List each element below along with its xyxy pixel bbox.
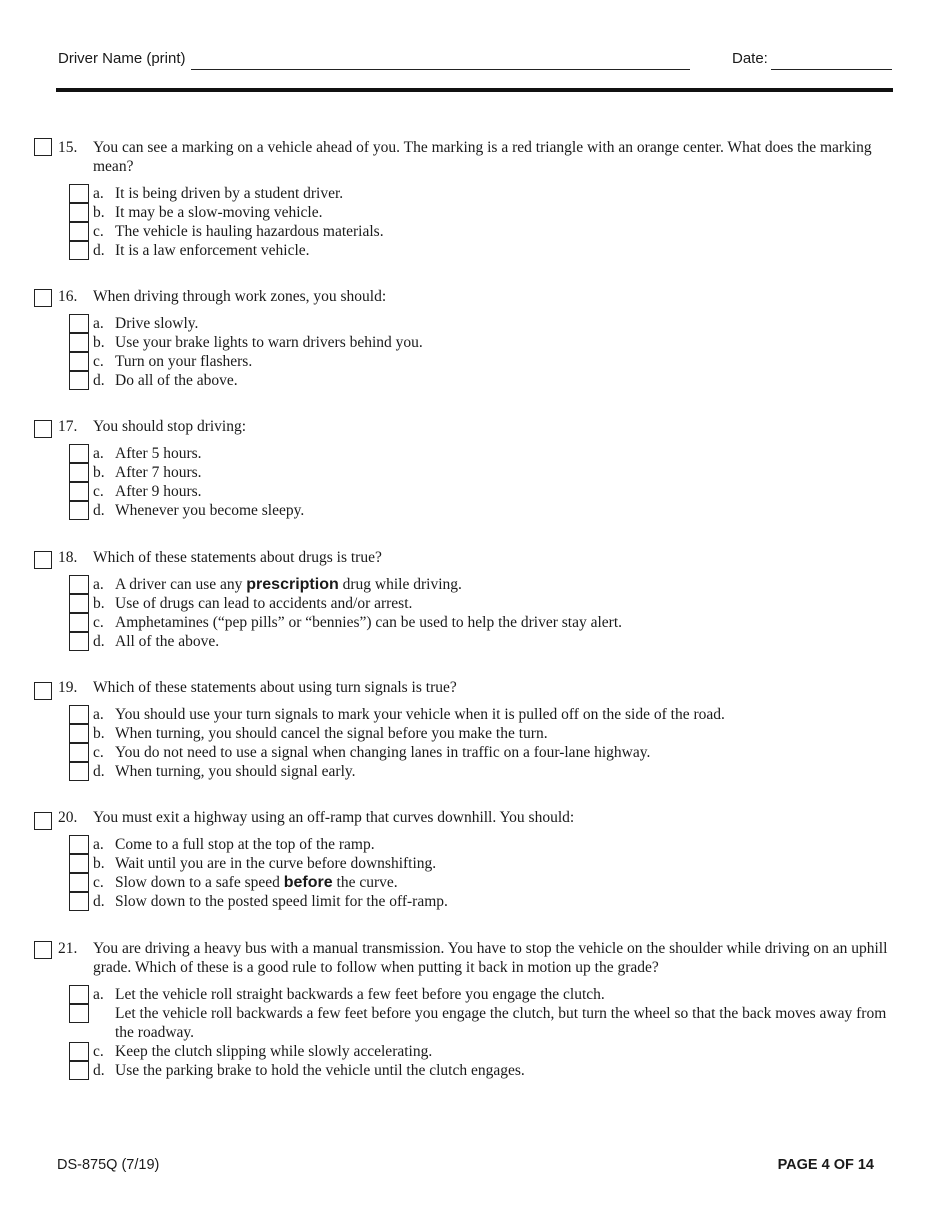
option-b: b. Wait until you are in the curve before downshifting. (34, 854, 904, 873)
option-checkbox[interactable] (69, 444, 89, 463)
question-21-answer-box[interactable] (34, 941, 52, 959)
question-text: You must exit a highway using an off-ramp that curves downhill. You should: (93, 809, 575, 826)
option-d: d. Slow down to the posted speed limit for the off-ramp. (34, 892, 904, 911)
option-a: a. After 5 hours. (34, 444, 904, 463)
driver-name-field[interactable] (191, 69, 690, 70)
option-c: c. Amphetamines (“pep pills” or “bennies”) can be used to help the driver stay alert. (34, 613, 904, 632)
question-18-answer-box[interactable] (34, 551, 52, 569)
question-18 (34, 548, 904, 651)
option-c: c. Keep the clutch slipping while slowly accelerating. (34, 1042, 904, 1061)
option-a: a. Come to a full stop at the top of the ramp. (34, 835, 904, 854)
option-b: b. After 7 hours. (34, 463, 904, 482)
question-number: 20. (58, 809, 78, 826)
option-checkbox[interactable] (69, 762, 89, 781)
option-c: c. The vehicle is hauling hazardous materials. (34, 222, 904, 241)
option-checkbox[interactable] (69, 463, 89, 482)
option-a: a. You should use your turn signals to mark your vehicle when it is pulled off on the side of the road. (34, 705, 904, 724)
option-checkbox[interactable] (69, 854, 89, 873)
option-a: a. Drive slowly. (34, 314, 904, 333)
option-d: d. Whenever you become sleepy. (34, 501, 904, 520)
emphasis-before: before (283, 874, 333, 891)
question-15-answer-box[interactable] (34, 138, 52, 156)
question-text: Which of these statements about drugs is true? (93, 549, 382, 566)
option-checkbox[interactable] (69, 1061, 89, 1080)
option-checkbox[interactable] (69, 705, 89, 724)
question-19 (34, 678, 904, 781)
question-16-answer-box[interactable] (34, 289, 52, 307)
option-checkbox[interactable] (69, 632, 89, 651)
option-b: b. When turning, you should cancel the signal before you make the turn. (34, 724, 904, 743)
option-d: d. Use the parking brake to hold the vehicle until the clutch engages. (34, 1061, 904, 1080)
option-a: a. A driver can use any prescription drug while driving. (34, 575, 904, 594)
question-number: 15. (58, 139, 78, 156)
date-field[interactable] (771, 69, 892, 70)
question-number: 19. (58, 679, 78, 696)
option-b: b. Use your brake lights to warn drivers behind you. (34, 333, 904, 352)
option-d: d. Do all of the above. (34, 371, 904, 390)
question-number: 21. (58, 940, 78, 957)
question-17-answer-box[interactable] (34, 420, 52, 438)
question-16 (34, 287, 904, 390)
option-checkbox[interactable] (69, 985, 89, 1004)
option-c: c. Slow down to a safe speed before the curve. (34, 873, 904, 892)
option-checkbox[interactable] (69, 352, 89, 371)
option-checkbox[interactable] (69, 501, 89, 520)
question-17 (34, 417, 904, 520)
question-text: You are driving a heavy bus with a manual transmission. You have to stop the vehicle on the shoulder while driving on an uphill grade. Which of these is a good rule to follow when putting it back in motion up the grade? (93, 940, 888, 976)
option-checkbox[interactable] (69, 743, 89, 762)
option-b: b. It may be a slow-moving vehicle. (34, 203, 904, 222)
option-checkbox[interactable] (69, 873, 89, 892)
option-c: c. Turn on your flashers. (34, 352, 904, 371)
option-checkbox[interactable] (69, 835, 89, 854)
driver-name-label: Driver Name (print) (58, 50, 186, 67)
option-d: d. It is a law enforcement vehicle. (34, 241, 904, 260)
question-text: You should stop driving: (93, 418, 247, 435)
option-checkbox[interactable] (69, 314, 89, 333)
option-checkbox[interactable] (69, 892, 89, 911)
option-c: c. You do not need to use a signal when changing lanes in traffic on a four-lane highway. (34, 743, 904, 762)
option-a: a. It is being driven by a student driver. (34, 184, 904, 203)
question-number: 17. (58, 418, 78, 435)
question-text: You can see a marking on a vehicle ahead of you. The marking is a red triangle with an orange center. What does the marking mean? (93, 139, 872, 175)
question-20 (34, 808, 904, 911)
page-number: PAGE 4 OF 14 (777, 1157, 874, 1173)
option-d: d. When turning, you should signal early. (34, 762, 904, 781)
option-checkbox[interactable] (69, 371, 89, 390)
emphasis-prescription: prescription (246, 576, 339, 593)
question-15 (34, 138, 904, 260)
question-19-answer-box[interactable] (34, 682, 52, 700)
form-id: DS-875Q (7/19) (57, 1157, 160, 1173)
question-text: Which of these statements about using turn signals is true? (93, 679, 457, 696)
question-number: 18. (58, 549, 78, 566)
option-checkbox[interactable] (69, 184, 89, 203)
question-21 (34, 939, 904, 1080)
option-checkbox[interactable] (69, 222, 89, 241)
question-number: 16. (58, 288, 78, 305)
option-checkbox[interactable] (69, 1004, 89, 1023)
option-checkbox[interactable] (69, 203, 89, 222)
option-checkbox[interactable] (69, 613, 89, 632)
option-checkbox[interactable] (69, 724, 89, 743)
option-a: a. Let the vehicle roll straight backwards a few feet before you engage the clutch. (34, 985, 904, 1004)
option-c: c. After 9 hours. (34, 482, 904, 501)
option-d: d. All of the above. (34, 632, 904, 651)
option-checkbox[interactable] (69, 482, 89, 501)
question-20-answer-box[interactable] (34, 812, 52, 830)
option-checkbox[interactable] (69, 333, 89, 352)
option-checkbox[interactable] (69, 594, 89, 613)
header-divider (56, 88, 893, 92)
option-checkbox[interactable] (69, 1042, 89, 1061)
date-label: Date: (732, 50, 768, 67)
option-b: b. Use of drugs can lead to accidents and/or arrest. (34, 594, 904, 613)
question-text: When driving through work zones, you should: (93, 288, 387, 305)
option-b: Let the vehicle roll backwards a few feet before you engage the clutch, but turn the wheel so that the back moves away from the roadway. (34, 1004, 904, 1042)
option-checkbox[interactable] (69, 241, 89, 260)
option-checkbox[interactable] (69, 575, 89, 594)
